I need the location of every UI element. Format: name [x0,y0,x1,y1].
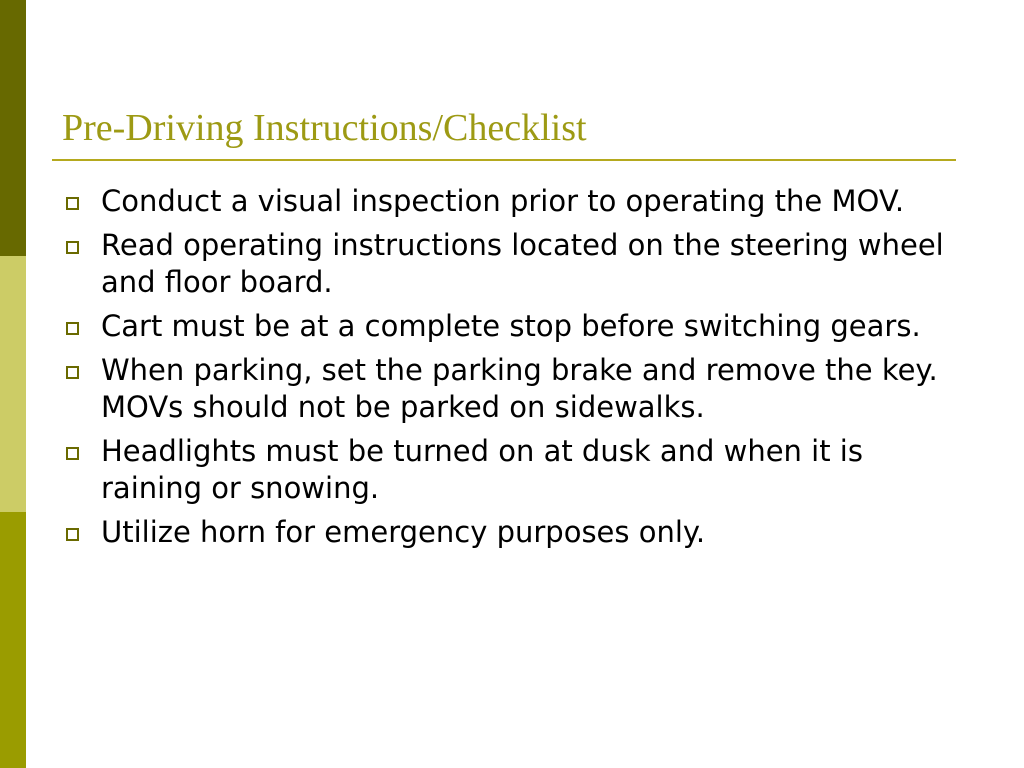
bullet-item [62,352,962,426]
square-bullet-icon [66,241,79,254]
bullet-list [62,183,962,558]
bullet-item [62,227,962,301]
slide-title: Pre-Driving Instructions/Checklist [62,107,587,149]
bullet-text: Headlights must be turned on at dusk and when it is raining or snowing. [101,434,863,505]
bullet-text: Conduct a visual inspection prior to operating the MOV. [101,184,905,218]
bullet-item [62,433,962,507]
bullet-item [62,514,962,551]
title-underline [52,159,956,161]
square-bullet-icon [66,447,79,460]
bullet-item [62,183,962,220]
bullet-text: When parking, set the parking brake and remove the key. MOVs should not be parked on sidewalks. [101,353,957,424]
square-bullet-icon [66,366,79,379]
bullet-text: Read operating instructions located on the steering wheel and floor board. [101,228,944,299]
bullet-text: Cart must be at a complete stop before switching gears. [101,309,921,343]
square-bullet-icon [66,197,79,210]
square-bullet-icon [66,528,79,541]
bullet-item [62,308,962,345]
side-bar-light [0,256,26,512]
side-bar-dark [0,0,26,256]
square-bullet-icon [66,322,79,335]
side-bar-mid [0,512,26,768]
bullet-text: Utilize horn for emergency purposes only. [101,515,706,549]
